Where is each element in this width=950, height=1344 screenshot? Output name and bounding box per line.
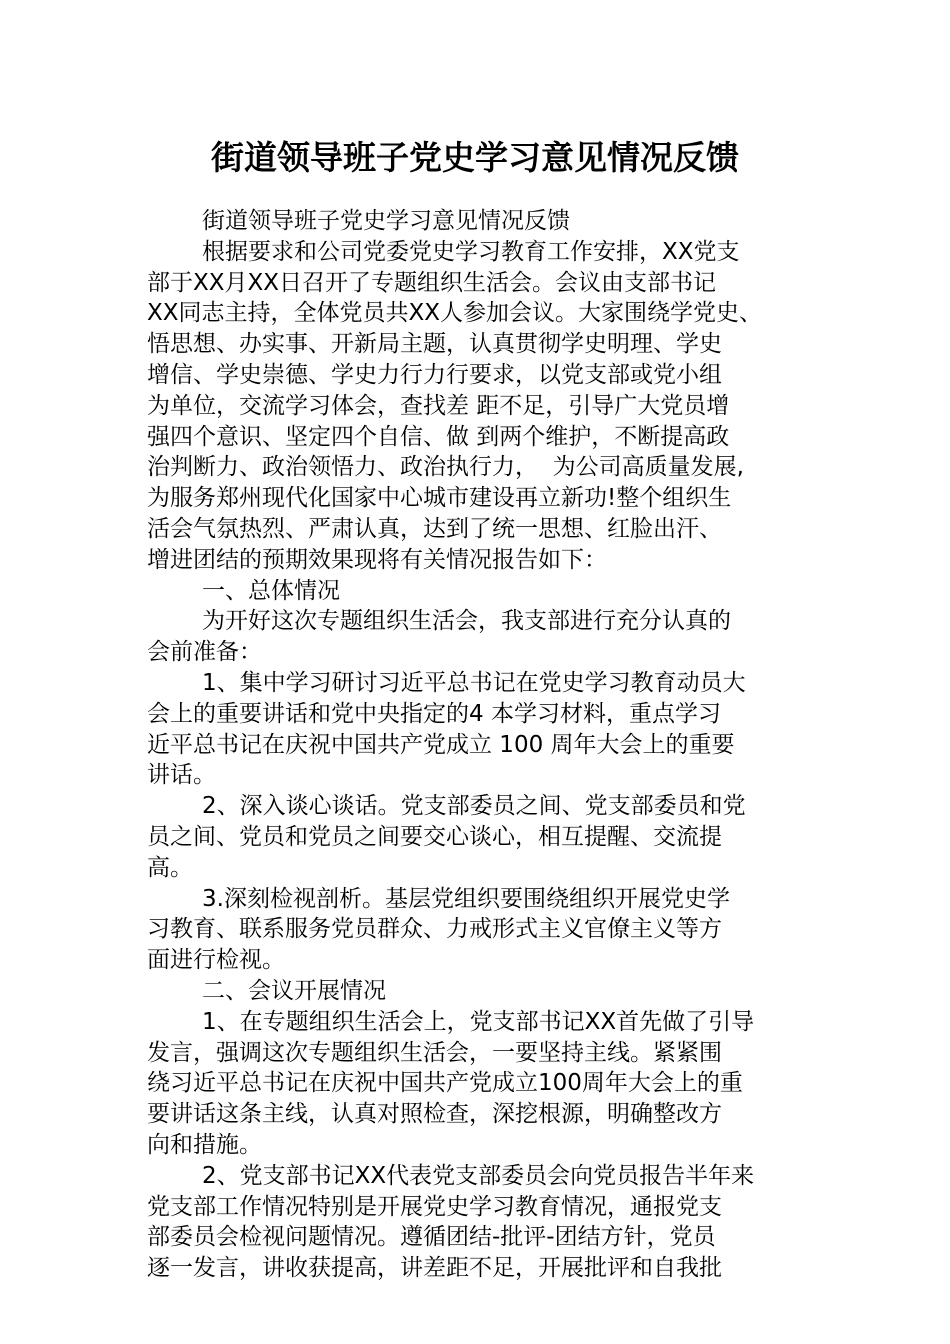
text-line: 1、在专题组织生活会上，党支部书记XX首先做了引导 [202,1008,755,1035]
text-line: 2、深入谈心谈话。党支部委员之间、党支部委员和党 [202,793,746,820]
text-line: 向和措施。 [147,1131,262,1158]
text-line: 3.深刻检视剖析。基层党组织要围绕组织开展党史学 [202,885,730,912]
text-line: 会上的重要讲话和党中央指定的4 本学习材料，重点学习 [147,700,721,727]
text-line: 增信、学史崇德、学史力行力行要求，以党支部或党小组 [147,361,722,388]
text-line: 街道领导班子党史学习意见情况反馈 [202,208,570,234]
text-line: 增进团结的预期效果现将有关情况报告如下： [147,546,607,573]
text-line: 为服务郑州现代化国家中心城市建设再立新功!整个组织生 [147,485,732,512]
text-line: 活会气氛热烈、严肃认真，达到了统一思想、红脸出汗、 [147,515,722,542]
text-line: 悟思想、办实事、开新局主题，认真贯彻学史明理、学史 [147,331,722,358]
text-line: 部委员会检视问题情况。遵循团结-批评-团结方针，党员 [147,1224,716,1251]
text-line: 会前准备： [147,639,262,666]
text-line: 高。 [147,854,193,881]
text-line: 逐一发言，讲收获提高，讲差距不足，开展批评和自我批 [147,1255,722,1282]
text-line: 为开好这次专题组织生活会，我支部进行充分认真的 [202,608,731,635]
text-line: 部于XX月XX日召开了专题组织生活会。会议由支部书记 [147,269,717,296]
text-line: 党支部工作情况特别是开展党史学习教育情况，通报党支 [147,1193,722,1220]
text-line: XX同志主持，全体党员共XX人参加会议。大家围绕学党史、 [147,300,763,327]
text-line: 发言，强调这次专题组织生活会，一要坚持主线。紧紧围 [147,1039,722,1066]
text-line: 强四个意识、坚定四个自信、做 到两个维护，不断提高政 [147,423,730,450]
text-line: 绕习近平总书记在庆祝中国共产党成立100周年大会上的重 [147,1070,743,1097]
text-line: 面进行检视。 [147,947,285,974]
text-line: 一、总体情况 [202,577,340,604]
document-body [147,206,817,1284]
text-line: 为单位，交流学习体会，查找差 距不足，引导广大党员增 [147,392,730,419]
text-line: 讲话。 [147,762,216,789]
text-line: 习教育、联系服务党员群众、力戒形式主义官僚主义等方 [147,916,722,943]
text-line: 治判断力、政治领悟力、政治执行力， 为公司高质量发展, [147,454,744,481]
document-title: 街道领导班子党史学习意见情况反馈 [211,138,739,177]
text-line: 要讲话这条主线，认真对照检查，深挖根源，明确整改方 [147,1101,722,1128]
text-line: 员之间、党员和党员之间要交心谈心，相互提醒、交流提 [147,823,722,850]
text-line: 2、党支部书记XX代表党支部委员会向党员报告半年来 [202,1162,755,1189]
text-line: 二、会议开展情况 [202,977,386,1004]
text-line: 1、集中学习研讨习近平总书记在党史学习教育动员大 [202,669,746,696]
text-line: 根据要求和公司党委党史学习教育工作安排，XX党支 [202,238,740,265]
text-line: 近平总书记在庆祝中国共产党成立 100 周年大会上的重要 [147,731,735,758]
